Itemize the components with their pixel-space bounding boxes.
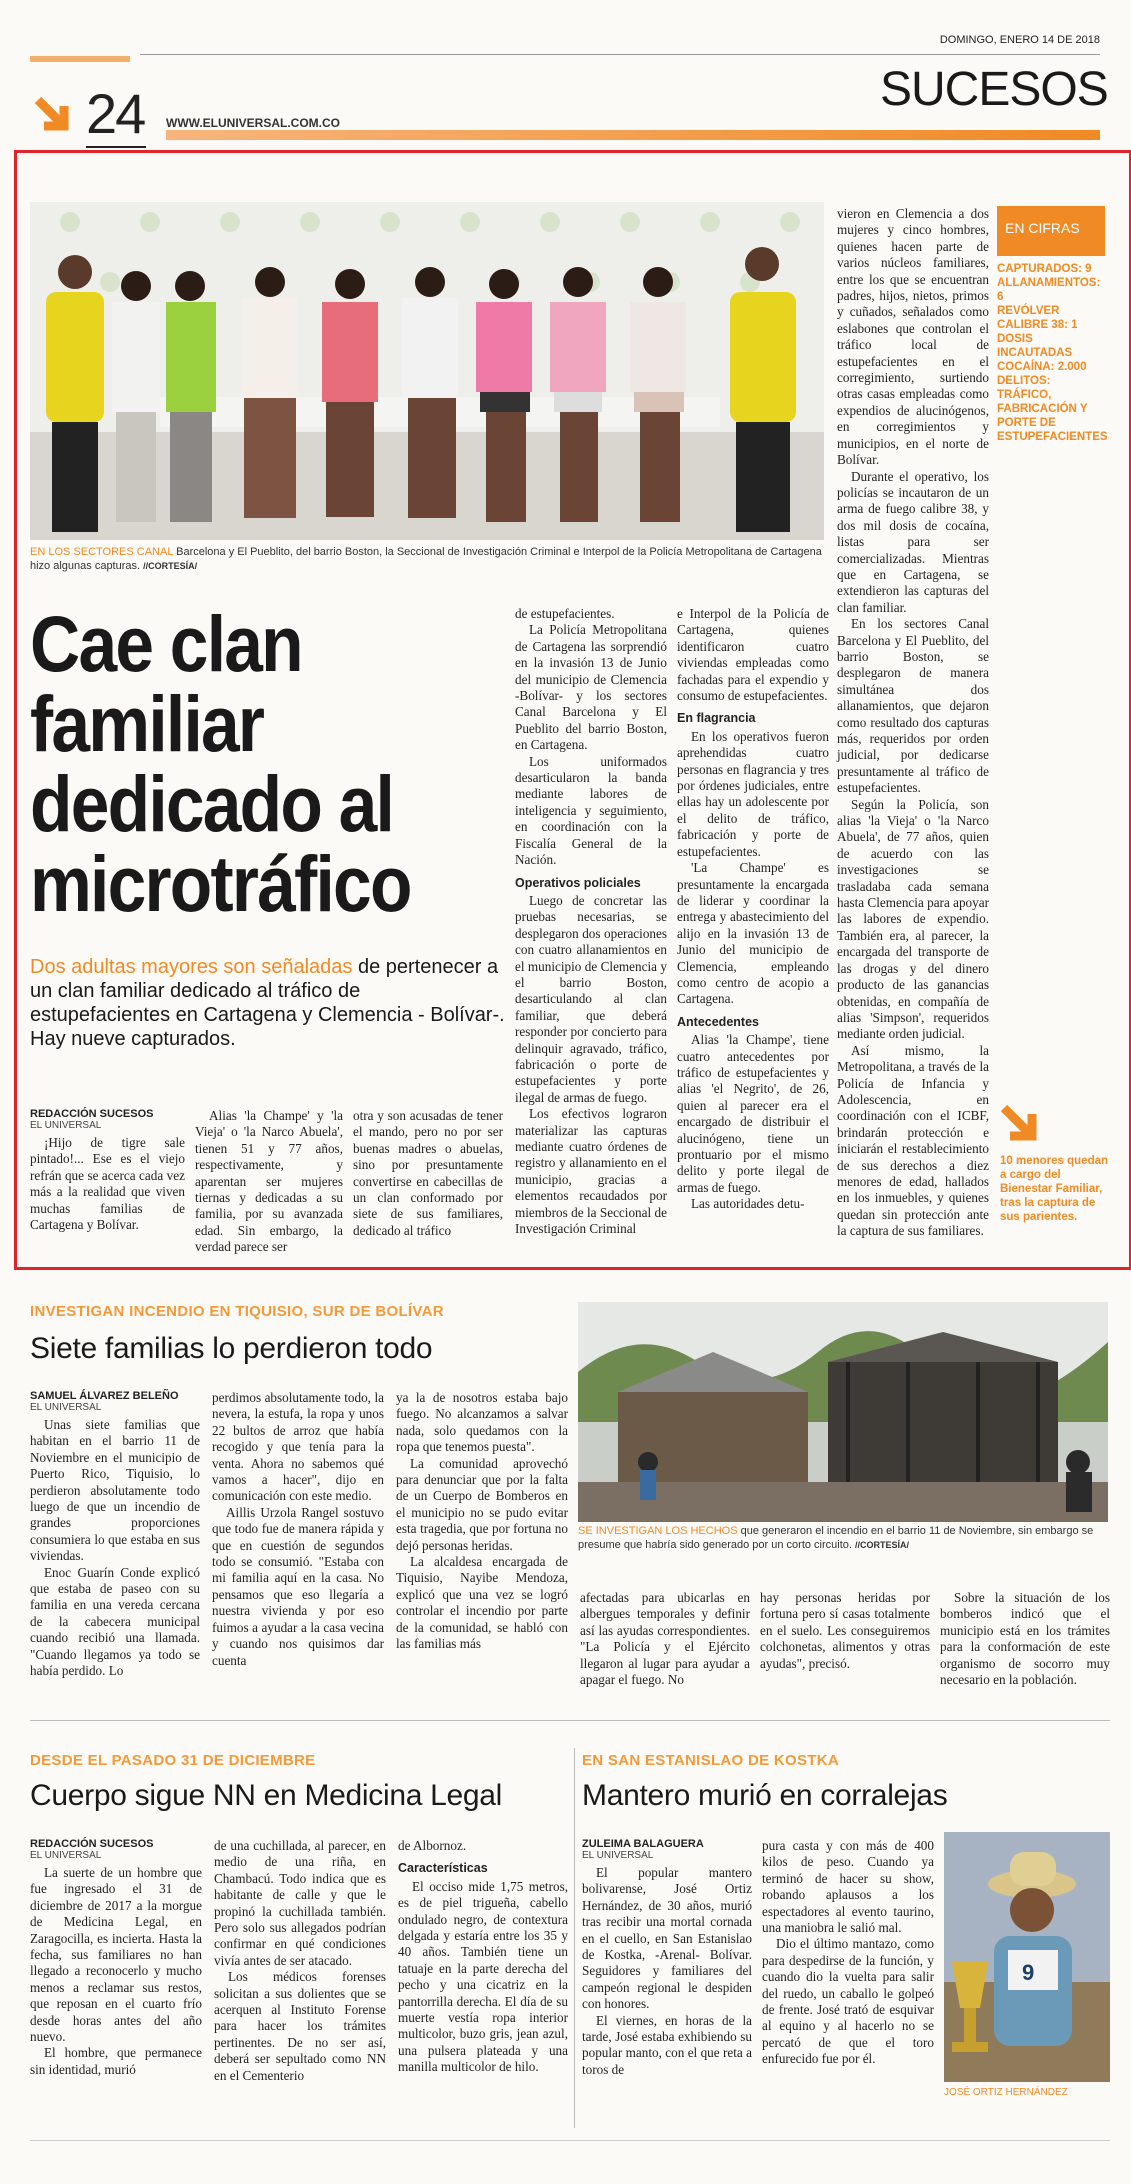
header-website[interactable]: WWW.ELUNIVERSAL.COM.CO bbox=[166, 116, 340, 130]
main-col2-text: Alias 'la Champe' y 'la Vieja' o 'la Narco Abuela', tienen 51 y 77 años, respectivamente, y aparentan ser mujeres tiernas y dedicadas a su familia, por su avanzada edad. Sin embargo, la verdad parece ser bbox=[195, 1108, 343, 1255]
story2-photo bbox=[578, 1302, 1108, 1522]
page-number: 24 bbox=[86, 82, 145, 145]
story2-col3-p1: ya la de nosotros estaba bajo fuego. No alcanzamos a salvar nada, solo quedamos con la ropa que tenemos puesta". bbox=[396, 1390, 568, 1455]
sidebar-arrow-icon bbox=[1000, 1104, 1046, 1150]
main-col5-p3: 'La Champe' es presuntamente la encargada de liderar y coordinar la entrega y abastecimiento del alijo en la invasión 13 de Junio del municipio de Clemencia, empleando como centro de acopio a Cartagena. bbox=[677, 860, 829, 1007]
main-col3 bbox=[353, 1108, 503, 1239]
main-deck bbox=[30, 955, 505, 1051]
main-col5-subhead1: En flagrancia bbox=[677, 711, 756, 726]
footer-rule bbox=[30, 2140, 1110, 2141]
story3-col2 bbox=[214, 1838, 386, 2084]
story2-col2-p2: Aillis Urzola Rangel sostuvo que todo fue de manera rápida y que en cuestión de segundos todo se consumió. "Estaba con mi familia aquí en la casa. No pensamos que eso llegaría a nuestra vivienda y por eso fuimos a ayudar a la casa vecina y cuando nos quisimos dar cuenta bbox=[212, 1504, 384, 1668]
story4-col1-p2: El viernes, en horas de la tarde, José estaba exhibiendo su popular manto, con el que reta a toros de bbox=[582, 2012, 752, 2077]
main-col5-p1: e Interpol de la Policía de Cartagena, quienes identificaron cuatro viviendas empleadas como fachadas para el expendio y consumo de estupefacientes. bbox=[677, 606, 829, 704]
main-col4-p4: Luego de concretar las pruebas necesarias, se desplegaron dos operaciones con cuatro allanamientos en el municipio de Clemencia y el barrio Boston, desarticulando al clan familiar, que deberá responder por concierto para delinquir agravado, tráfico, fabricación o porte de estupefacientes y porte ilegal de armas de fuego. bbox=[515, 892, 667, 1105]
story3-subhead: Características bbox=[398, 1861, 488, 1876]
story3-col1-p2: El hombre, que permanece sin identidad, murió bbox=[30, 2045, 202, 2077]
main-col5-p4: Alias 'la Champe', tiene cuatro antecedentes por tráfico de estupefacientes y alias 'el Negrito', de 26, quien al parecer era el encargado de distribuir el alucinógeno, tiene un prontuario por el mismo delito y porte ilegal de armas de fuego. bbox=[677, 1032, 829, 1195]
sidebar-note: 10 menores quedan a cargo del Bienestar Familiar, tras la captura de sus parientes. bbox=[1000, 1155, 1109, 1223]
story2-col1-p2: Enoc Guarín Conde explicó que estaba de paseo con su familia en una vereda cercana de la cabecera municipal cuando recibió una llamada. "Cuando llegamos ya todo se había perdido. Lo bbox=[30, 1564, 200, 1679]
main-col4 bbox=[515, 606, 667, 1237]
story2-col2-p1: perdimos absolutamente todo, la nevera, la estufa, la ropa y unos 22 bultos de arroz que había recogido y que tenía para la venta. Ahora no sabemos qué vamos a hacer", dijo en comunicación con este medio. bbox=[212, 1390, 384, 1504]
main-col4-p5: Los efectivos lograron materializar las capturas mediante cuatro órdenes de registro y allanamiento en el municipio, gracias a elementos recaudados por miembros de la Seccional de Investigación Criminal bbox=[515, 1106, 667, 1237]
story2-col5-text: hay personas heridas por fortuna pero sí casas totalmente en el suelo. Les conseguiremos colchonetas, alimentos y otras ayudas", precisó. bbox=[760, 1590, 930, 1671]
story2-col2 bbox=[212, 1390, 384, 1669]
story4-col2 bbox=[762, 1838, 934, 2068]
main-col6-p4: Según la Policía, son alias 'la Vieja' o 'la Narco Abuela', de 77 años, quien de acuerdo con las investigaciones se trasladaba cada semana hasta Clemencia para apoyar las labores de expendio. También era, al parecer, la encargada del transporte de las drogas y del dinero producto de las ganancias obtenidas, en compañía de alias 'Simpson', requeridos mediante orden judicial. bbox=[837, 796, 989, 1042]
sidebar-item: CAPTURADOS: 9 bbox=[997, 263, 1092, 275]
svg-text:9: 9 bbox=[1022, 1960, 1035, 1985]
story3-col3 bbox=[398, 1838, 568, 2076]
story2-col6 bbox=[940, 1590, 1110, 1688]
story2-col6-text: Sobre la situación de los bomberos indicó que el municipio está en los trámites para la conformación de este organismo de socorro muy necesario en la población. bbox=[940, 1590, 1110, 1688]
story2-col4-text: afectadas para ubicarlas en albergues temporales y definir así las ayudas correspondientes. "La Policía y el Ejército llegaron al lugar para ayudar a apagar el fuego. No bbox=[580, 1590, 750, 1688]
story2-photo-caption-lead: SE INVESTIGAN LOS HECHOS bbox=[578, 1525, 738, 1537]
story2-photo-caption bbox=[578, 1524, 1108, 1552]
main-photo-caption-lead: EN LOS SECTORES CANAL bbox=[30, 546, 174, 558]
story4-headline: Mantero murió en corralejas bbox=[582, 1779, 948, 1812]
main-photo-caption bbox=[30, 545, 824, 573]
vertical-divider bbox=[574, 1748, 575, 2128]
story3-byline: REDACCIÓN SUCESOS bbox=[30, 1838, 154, 1850]
main-byline: REDACCIÓN SUCESOS bbox=[30, 1108, 154, 1120]
story2-col4 bbox=[580, 1590, 750, 1688]
main-col4-p2: La Policía Metropolitana de Cartagena las sorprendió en la invasión 13 de Junio del municipio de Clemencia -Bolívar- y los sectores Canal Barcelona y El Pueblito del barrio Boston, en Cartagena. bbox=[515, 622, 667, 753]
story4-col2-p2: Dio el último mantazo, como para despedirse de la función, y cuando dio la vuelta para salir del ruedo, un caballo le golpeó de frente. José trató de esquivar al equino y al hacerlo no se percató de que el toro enfurecido fue por él. bbox=[762, 1936, 934, 2067]
story4-byline: ZULEIMA BALAGUERA bbox=[582, 1838, 704, 1850]
story4-col2-p1: pura casta y con más de 400 kilos de peso. Cuando ya terminó de hacer su show, robando aplausos a los espectadores al evento taurino, una maniobra le salió mal. bbox=[762, 1838, 934, 1936]
sidebar-title: EN CIFRAS bbox=[997, 206, 1105, 256]
story4-col1-p1: El popular mantero bolivarense, José Ortiz Hernández, de 30 años, murió tras recibir una mortal cornada en el cuello, en San Estanislao de Kostka, -Arenal- Bolívar. Seguidores y familiares del campeón regional le despiden con honores. bbox=[582, 1865, 752, 2012]
story4-col1 bbox=[582, 1838, 752, 2078]
sidebar-item: DELITOS: TRÁFICO, FABRICACIÓN Y PORTE DE ESTUPEFACIENTES bbox=[997, 375, 1108, 443]
sidebar-list bbox=[997, 262, 1107, 444]
main-col2 bbox=[195, 1108, 343, 1256]
main-story-photo bbox=[30, 202, 824, 540]
main-deck-lead: Dos adultas mayores son señaladas bbox=[30, 956, 353, 978]
divider bbox=[30, 1720, 1110, 1721]
main-col5-subhead2: Antecedentes bbox=[677, 1014, 759, 1029]
section-title: SUCESOS bbox=[880, 63, 1108, 116]
story4-photo-caption: JOSÉ ORTIZ HERNÁNDEZ bbox=[944, 2087, 1068, 2098]
story2-col3 bbox=[396, 1390, 568, 1653]
story2-col3-p2: La comunidad aprovechó para denunciar que por la falta de un Cuerpo de Bomberos en el municipio no se pudo evitar esta tragedia, que por fortuna no dejó personas heridas. bbox=[396, 1455, 568, 1553]
story2-col1-p1: Unas siete familias que habitan en el barrio 11 de Noviembre en el municipio de Puerto Rico, Tiquisio, lo perdieron absolutamente todo luego de que un incendio de grandes proporciones consumiera lo que estaba en sus viviendas. bbox=[30, 1417, 200, 1564]
story3-col3-p2: El occiso mide 1,75 metros, es de piel trigueña, cabello ondulado negro, de contextura delgada y estaría entre los 35 y 40 años. También tiene un tatuaje en la parte derecha del pecho y una cicatriz en la pantorrilla derecha. El día de su muerte vestía ropa interior multicolor, buzo gris, jean azul, una pulsera plateada y una manilla multicolor de hilo. bbox=[398, 1878, 568, 2075]
main-col1 bbox=[30, 1108, 185, 1233]
story4-photo bbox=[944, 1832, 1110, 2082]
main-col5-p5: Las autoridades detu- bbox=[691, 1196, 805, 1212]
story2-kicker: INVESTIGAN INCENDIO EN TIQUISIO, SUR DE BOLÍVAR bbox=[30, 1303, 444, 1320]
story3-col1-p1: La suerte de un hombre que fue ingresado el 31 de diciembre de 2017 a la morgue de Medicina Legal, en Zaragocilla, es incierta. Hasta la fecha, sus familiares no han llegado a reconocerlo y mucho menos a reclamar sus restos, que reposan en el cuarto frío desde horas antes del año nuevo. bbox=[30, 1865, 202, 2045]
main-col6-p3: En los sectores Canal Barcelona y El Pueblito, del barrio Boston, se desplegaron de manera simultánea dos allanamientos, que dejaron como resultado dos capturas más, requeridos por orden judicial, por dedicarse presuntamente al tráfico de estupefacientes. bbox=[837, 616, 989, 796]
sidebar-item: ALLANAMIENTOS: 6 bbox=[997, 277, 1101, 303]
story3-kicker: DESDE EL PASADO 31 DE DICIEMBRE bbox=[30, 1752, 316, 1769]
story2-photo-caption-text: que generaron el incendio en el barrio 11 de Noviembre, sin embargo se presume que habría sido generado por un corto circuito. bbox=[578, 1525, 1094, 1551]
section-orange-bar bbox=[166, 130, 1100, 140]
main-photo-caption-text: Barcelona y El Pueblito, del barrio Boston, la Seccional de Investigación Criminal e Interpol de la Policía Metropolitana de Cartagena hizo algunas capturas. bbox=[30, 546, 822, 572]
main-col6-p5: Así mismo, la Metropolitana, a través de la Policía de Infancia y Adolescencia, en coordinación con el ICBF, brindarán protección e iniciarán el restablecimiento de sus derechos a diez menores de edad, hallados en los inmuebles, y quienes quedan sin protección ante la captura de sus familiares. bbox=[837, 1042, 989, 1239]
arrow-icon bbox=[34, 96, 80, 142]
main-col6 bbox=[837, 206, 989, 1240]
sidebar-item: REVÓLVER CALIBRE 38: 1 bbox=[997, 305, 1078, 331]
header-rule bbox=[140, 54, 1100, 55]
story2-col5 bbox=[760, 1590, 930, 1672]
main-col5 bbox=[677, 606, 829, 1213]
story3-col2-p1: de una cuchillada, al parecer, en medio de una riña, en Chambacú. Todo indica que es habitante de calle y que le propinó la cuchillada también. Pero solo sus allegados podrían confirmar en qué condiciones vivía antes de ser atacado. bbox=[214, 1838, 386, 1968]
story2-byline: SAMUEL ÁLVAREZ BELEÑO bbox=[30, 1390, 179, 1402]
story2-photo-credit: //CORTESÍA/ bbox=[855, 1540, 910, 1550]
story3-col2-p2: Los médicos forenses solicitan a sus dolientes que se acerquen al Instituto Forense para hacer los trámites pertinentes. De no ser así, deberá ser sepultado como NN en el Cementerio bbox=[214, 1969, 386, 2083]
story3-headline: Cuerpo sigue NN en Medicina Legal bbox=[30, 1779, 503, 1812]
story3-col1 bbox=[30, 1838, 202, 2078]
story4-kicker: EN SAN ESTANISLAO DE KOSTKA bbox=[582, 1752, 840, 1769]
main-photo-credit: //CORTESÍA/ bbox=[143, 561, 198, 571]
main-headline: Cae clan familiar dedicado al microtráfico bbox=[30, 599, 411, 928]
story4-byline-outlet: EL UNIVERSAL bbox=[582, 1850, 654, 1861]
main-col6-p2: Durante el operativo, los policías se incautaron de un arma de fuego calibre 38, y dos mil dosis de cocaína, listas para ser comercializadas. Mientras que en Cartagena, se extendieron las capturas del clan familiar. bbox=[837, 468, 989, 615]
story2-col3-p3: La alcaldesa encargada de Tiquisio, Nayibe Mendoza, explicó que una vez se logró controlar el incendio por parte de la comunidad, se habló con las familias más bbox=[396, 1554, 568, 1652]
main-col5-p2: En los operativos fueron aprehendidas cuatro personas en flagrancia y tres por órdenes judiciales, entre ellas hay un adolescente por el delito de tráfico, fabricación y porte de estupefacientes. bbox=[677, 728, 829, 859]
header-top-bar bbox=[30, 56, 130, 62]
main-byline-outlet: EL UNIVERSAL bbox=[30, 1120, 102, 1131]
main-col6-p1: vieron en Clemencia a dos mujeres y cinco hombres, quienes hacen parte de varios núcleos familiares, entre los que se encuentran padres, hijos, nietos, primos y cuñados, señalados como eslabones que controlan el tráfico local de estupefacientes en el corregimiento, surtiendo otras casas empleadas como expendios de alucinógenos, en corregimientos y municipios, en el norte de Bolívar. bbox=[837, 206, 989, 468]
main-deck-text: de pertenecer a un clan familiar dedicado al tráfico de estupefacientes en Cartagena y Clemencia - Bolívar-. Hay nueve capturados. bbox=[30, 956, 505, 1050]
story2-col1 bbox=[30, 1390, 200, 1680]
story2-headline: Siete familias lo perdieron todo bbox=[30, 1332, 433, 1365]
main-col4-p3: Los uniformados desarticularon la banda mediante labores de inteligencia y seguimiento, en coordinación con la Fiscalía General de la Nación. bbox=[515, 753, 667, 868]
main-col3-text: otra y son acusadas de tener el mando, pero no por ser buenas madres o abuelas, sino por presuntamente convertirse en cabecillas de un clan conformado por siete de sus familiares, dedicado al tráfico bbox=[353, 1108, 503, 1238]
main-col4-p1: de estupefacientes. bbox=[515, 606, 615, 621]
story3-byline-outlet: EL UNIVERSAL bbox=[30, 1850, 102, 1861]
main-col1-text: ¡Hijo de tigre sale pintado!... Ese es el viejo refrán que se acerca cada vez más a la realidad que viven muchas familias de Cartagena y Bolívar. bbox=[30, 1135, 185, 1233]
sidebar-item: DOSIS INCAUTADAS COCAÍNA: 2.000 bbox=[997, 333, 1087, 373]
story3-col3-p1: de Albornoz. bbox=[398, 1838, 467, 1853]
page-number-underline bbox=[86, 146, 146, 148]
main-col4-subhead: Operativos policiales bbox=[515, 875, 641, 890]
story2-byline-outlet: EL UNIVERSAL bbox=[30, 1402, 102, 1413]
header-date: DOMINGO, ENERO 14 DE 2018 bbox=[939, 34, 1100, 46]
